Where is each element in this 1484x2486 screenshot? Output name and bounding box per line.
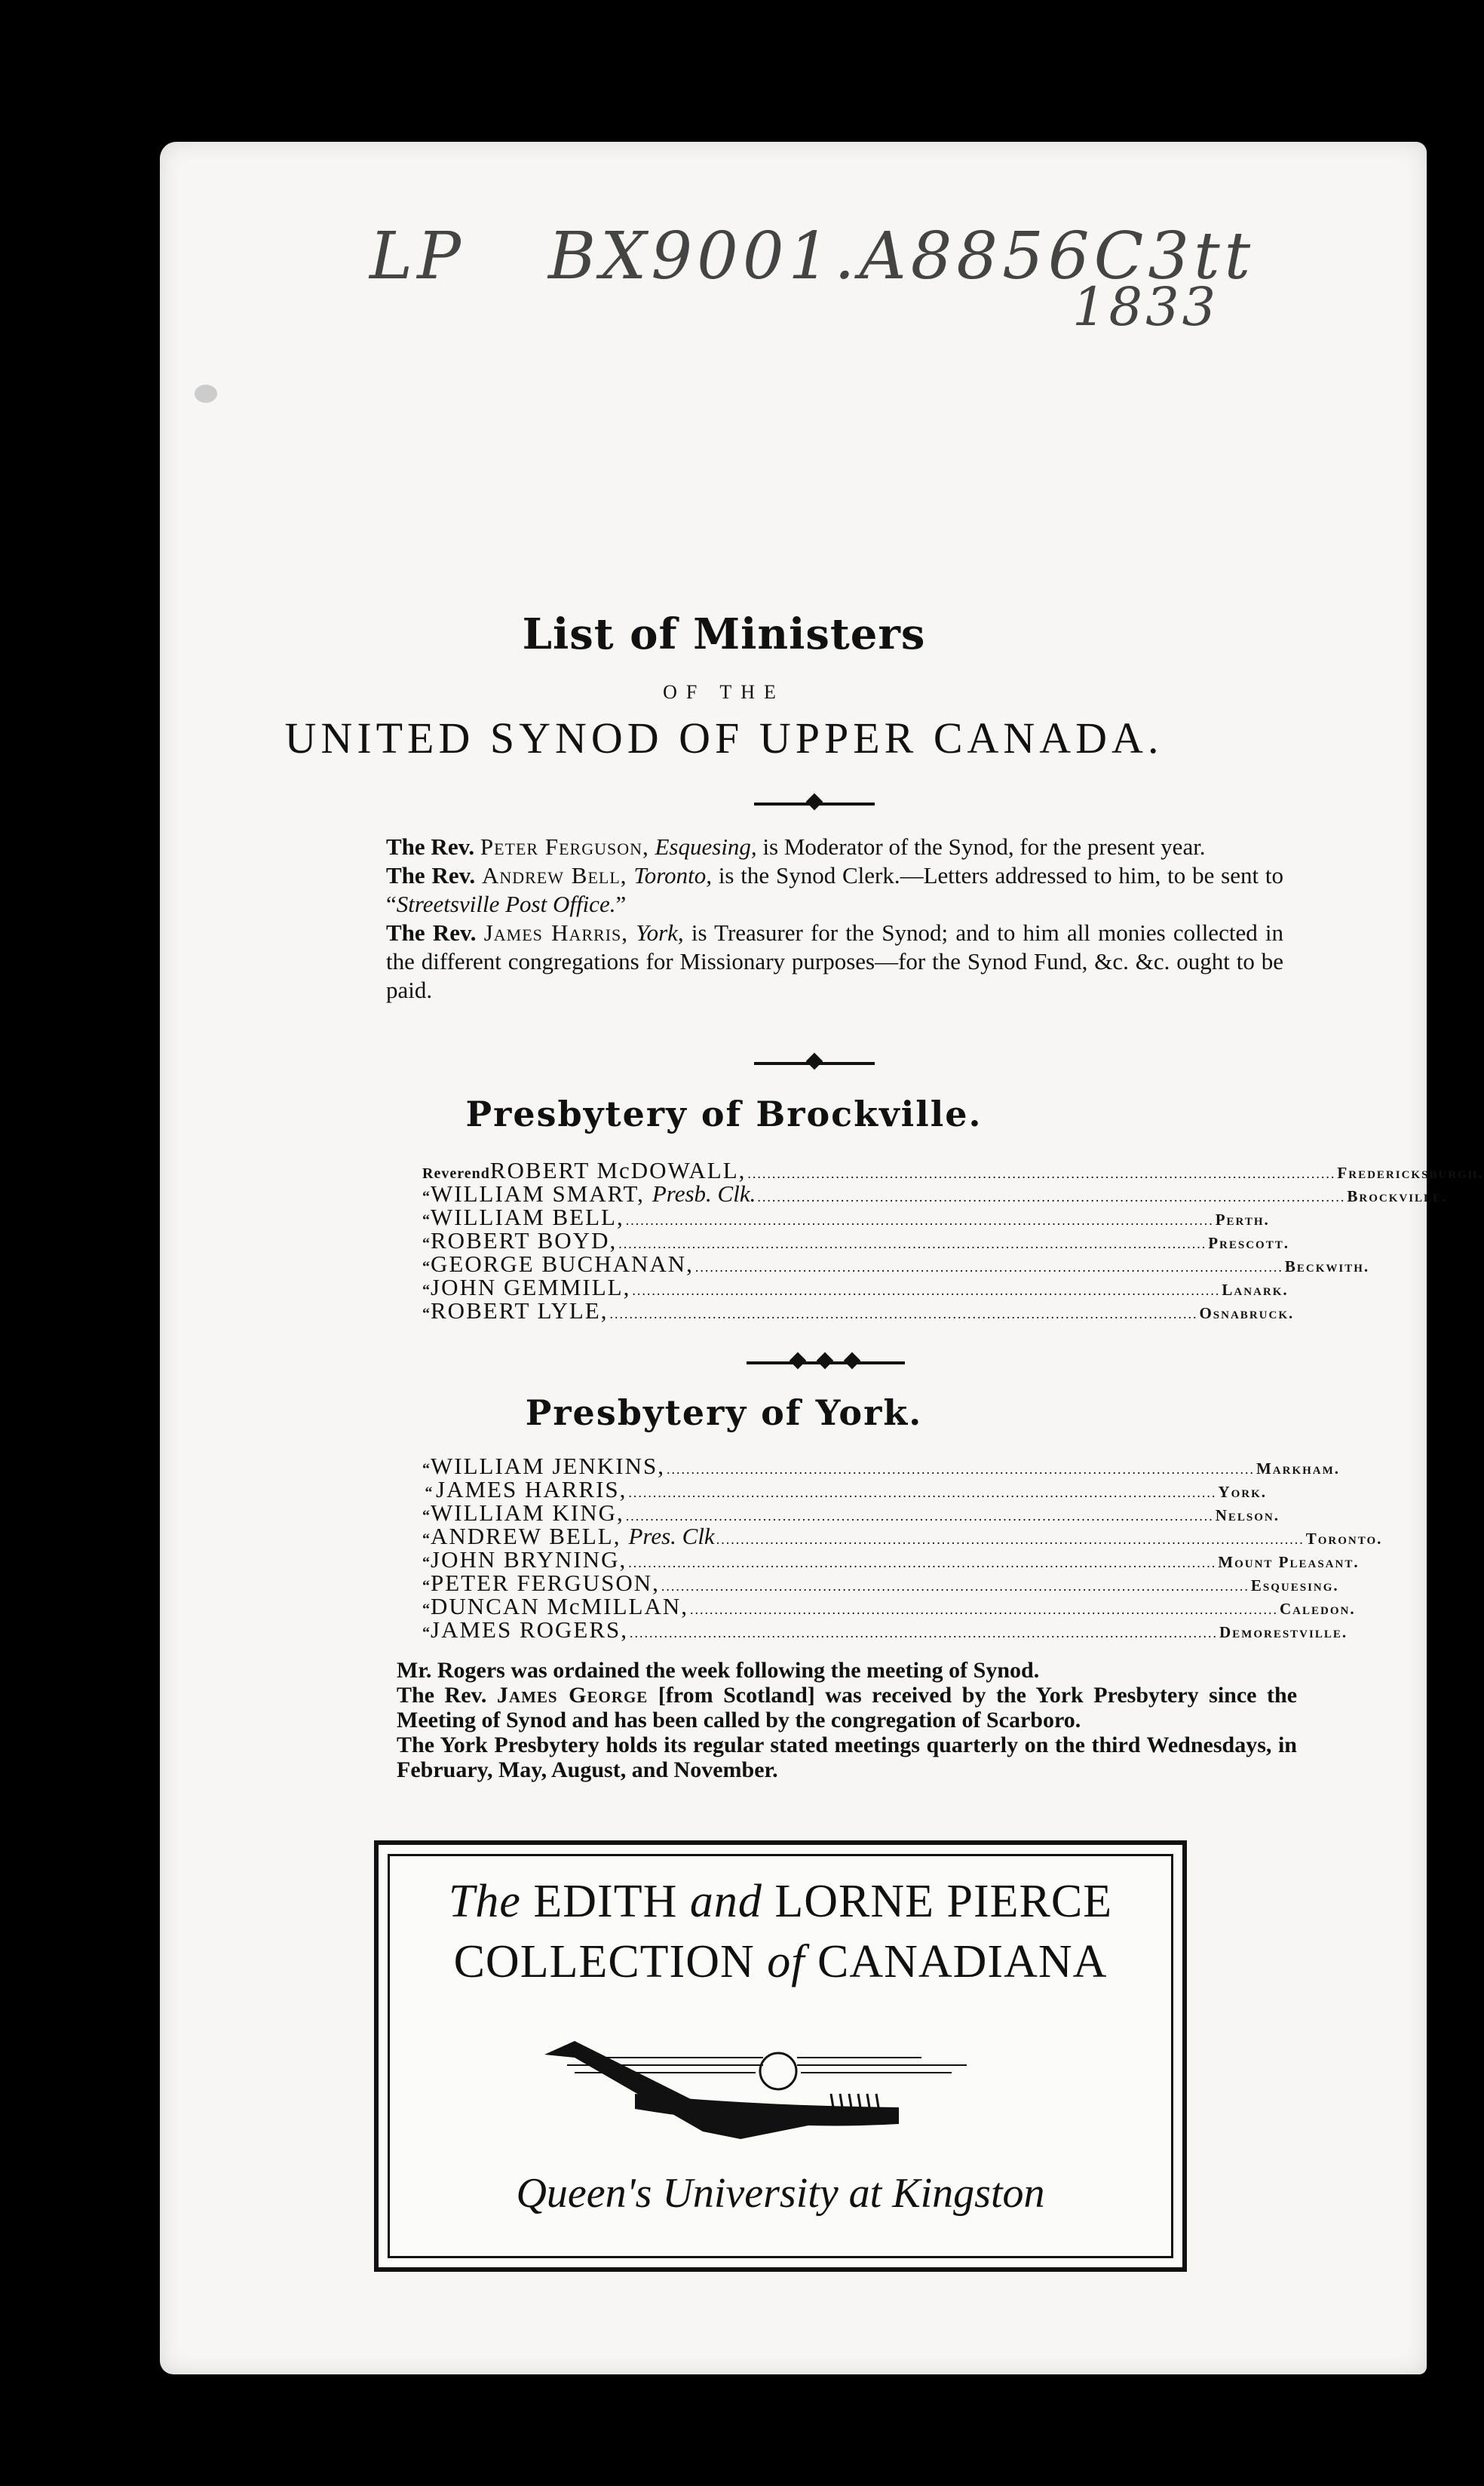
minister-name: ROBERT BOYD, xyxy=(431,1227,618,1254)
handwritten-year: 1833 xyxy=(1072,276,1219,338)
ornamental-rule xyxy=(754,803,875,806)
york-meetings-note: The York Presbytery holds its regular stated meetings quarterly on the third Wednesdays, in February, May, August, and November. xyxy=(397,1733,1297,1782)
entry-prefix: “ xyxy=(422,1189,431,1205)
minister-entry xyxy=(422,1593,1356,1619)
minister-name: WILLIAM SMART, xyxy=(431,1180,645,1207)
officers-paragraph xyxy=(386,833,1283,1005)
minister-entry xyxy=(422,1227,1289,1254)
minister-place: Markham. xyxy=(1256,1459,1341,1478)
york-roll xyxy=(422,1453,1383,1643)
minister-name: JOHN GEMMILL, xyxy=(431,1274,631,1300)
minister-entry xyxy=(422,1157,1484,1183)
subtitle-of-the: OF THE xyxy=(663,681,785,703)
clerk-note: Presb. Clk. xyxy=(652,1180,756,1207)
leader-dots: ........................................................................................................................ xyxy=(757,1189,1346,1205)
leader-dots: ........................................................................................................................ xyxy=(666,1462,1255,1477)
brockville-heading: Presbytery of Brockville. xyxy=(465,1094,983,1134)
minister-place: Fredericksburgh. xyxy=(1337,1164,1484,1182)
minister-place: Lanark. xyxy=(1222,1281,1289,1299)
minister-place: Nelson. xyxy=(1215,1506,1280,1524)
brockville-roll xyxy=(422,1157,1484,1324)
leader-dots: ........................................................................................................................ xyxy=(694,1260,1283,1275)
call-number: BX9001.A8856C3tt xyxy=(547,219,1256,294)
page-title: List of Ministers xyxy=(522,609,926,659)
rogers-note: Mr. Rogers was ordained the week following the meeting of Synod. xyxy=(397,1658,1040,1683)
minister-entry xyxy=(422,1499,1280,1526)
plough-illustration xyxy=(544,2018,1012,2154)
entry-prefix: “ xyxy=(422,1625,431,1641)
moderator-entry: The Rev. Peter Ferguson, Esquesing, is Moderator of the Synod, for the present year. xyxy=(386,833,1206,860)
leader-dots: ........................................................................................................................ xyxy=(689,1602,1278,1617)
minister-name: ANDREW BELL, xyxy=(431,1523,621,1549)
minister-place: Brockville. xyxy=(1347,1187,1448,1205)
minister-entry xyxy=(422,1616,1348,1643)
minister-entry xyxy=(422,1478,1267,1501)
bookplate-line-1: The EDITH and LORNE PIERCE xyxy=(448,1876,1113,1927)
minister-name: ROBERT LYLE, xyxy=(431,1297,609,1324)
minister-name: GEORGE BUCHANAN, xyxy=(431,1251,694,1277)
synod-name: UNITED SYNOD OF UPPER CANADA. xyxy=(284,714,1164,763)
minister-place: Prescott. xyxy=(1208,1234,1289,1252)
minister-entry xyxy=(422,1180,1448,1207)
minister-name: ROBERT McDOWALL, xyxy=(489,1157,747,1183)
entry-prefix: “ xyxy=(422,1212,431,1229)
minister-place: Mount Pleasant. xyxy=(1218,1553,1360,1571)
minister-name: WILLIAM JENKINS, xyxy=(431,1453,665,1479)
entry-prefix: Reverend xyxy=(422,1165,490,1182)
george-note: The Rev. James George [from Scotland] was received by the York Presbytery since the Meeting of Synod and has been called by the congregation of Scarboro. xyxy=(397,1683,1298,1733)
leader-dots: ........................................................................................................................ xyxy=(630,1625,1218,1640)
minister-place: Caledon. xyxy=(1279,1600,1356,1618)
clerk-note: Pres. Clk xyxy=(628,1523,715,1549)
leader-dots: ........................................................................................................................ xyxy=(632,1283,1221,1298)
minister-name: JOHN BRYNING, xyxy=(431,1546,627,1573)
leader-dots: ........................................................................................................................ xyxy=(661,1579,1249,1594)
entry-prefix: “ xyxy=(422,1601,431,1618)
leader-dots: ........................................................................................................................ xyxy=(609,1306,1198,1321)
notes-block xyxy=(369,1658,1297,1782)
minister-entry xyxy=(422,1204,1270,1230)
ornamental-rule xyxy=(754,1062,875,1065)
minister-place: Osnabruck. xyxy=(1199,1304,1295,1322)
entry-prefix: “ xyxy=(422,1508,431,1524)
entry-prefix: “ xyxy=(422,1282,431,1299)
minister-name: DUNCAN McMILLAN, xyxy=(431,1593,688,1619)
minister-name: WILLIAM KING, xyxy=(431,1499,624,1526)
leader-dots: ........................................................................................................................ xyxy=(618,1236,1207,1251)
entry-prefix: “ xyxy=(422,1555,431,1571)
entry-prefix: “ xyxy=(425,1484,434,1501)
paper-stain xyxy=(195,385,217,403)
minister-entry xyxy=(422,1274,1289,1300)
clerk-entry: The Rev. Andrew Bell, Toronto, is the Synod Clerk.—Letters addressed to him, to be sent to “Streetsville Post Office.” xyxy=(386,862,1283,917)
entry-prefix: “ xyxy=(422,1461,431,1478)
bookplate-university: Queen's University at Kingston xyxy=(516,2170,1045,2217)
minister-place: Beckwith. xyxy=(1284,1257,1370,1275)
minister-place: Demorestville. xyxy=(1219,1623,1348,1641)
leader-dots: ........................................................................................................................ xyxy=(628,1485,1217,1500)
leader-dots: ........................................................................................................................ xyxy=(747,1166,1336,1181)
entry-prefix: “ xyxy=(422,1306,431,1322)
minister-place: York. xyxy=(1218,1483,1267,1501)
entry-prefix: “ xyxy=(422,1531,431,1548)
minister-place: Toronto. xyxy=(1305,1530,1383,1548)
entry-prefix: “ xyxy=(422,1578,431,1594)
minister-name: WILLIAM BELL, xyxy=(431,1204,624,1230)
minister-entry xyxy=(422,1546,1360,1573)
entry-prefix: “ xyxy=(422,1259,431,1275)
leader-dots: ........................................................................................................................ xyxy=(625,1213,1214,1228)
minister-name: JAMES ROGERS, xyxy=(431,1616,628,1643)
leader-dots: ........................................................................................................................ xyxy=(716,1532,1305,1547)
leader-dots: ........................................................................................................................ xyxy=(625,1508,1214,1524)
minister-entry xyxy=(422,1251,1370,1277)
ornamental-rule xyxy=(747,1361,905,1364)
leader-dots: ........................................................................................................................ xyxy=(628,1555,1217,1570)
bookplate-line-2: COLLECTION of CANADIANA xyxy=(453,1936,1108,1987)
minister-place: Perth. xyxy=(1215,1211,1270,1229)
minister-entry xyxy=(422,1453,1341,1479)
shelf-mark: LP xyxy=(369,219,465,294)
minister-entry xyxy=(422,1570,1339,1596)
bookplate xyxy=(374,1840,1187,2272)
minister-name: PETER FERGUSON, xyxy=(431,1570,660,1596)
minister-place: Esquesing. xyxy=(1250,1576,1339,1594)
york-heading: Presbytery of York. xyxy=(525,1392,923,1433)
minister-name: JAMES HARRIS, xyxy=(436,1476,627,1502)
minister-entry xyxy=(422,1297,1295,1324)
minister-entry xyxy=(422,1523,1383,1549)
treasurer-entry: The Rev. James Harris, York, is Treasurer for the Synod; and to him all monies collected in the different congregations for Missionary purposes—for the Synod Fund, &c. &c. ought to be paid. xyxy=(386,919,1283,1003)
entry-prefix: “ xyxy=(422,1235,431,1252)
